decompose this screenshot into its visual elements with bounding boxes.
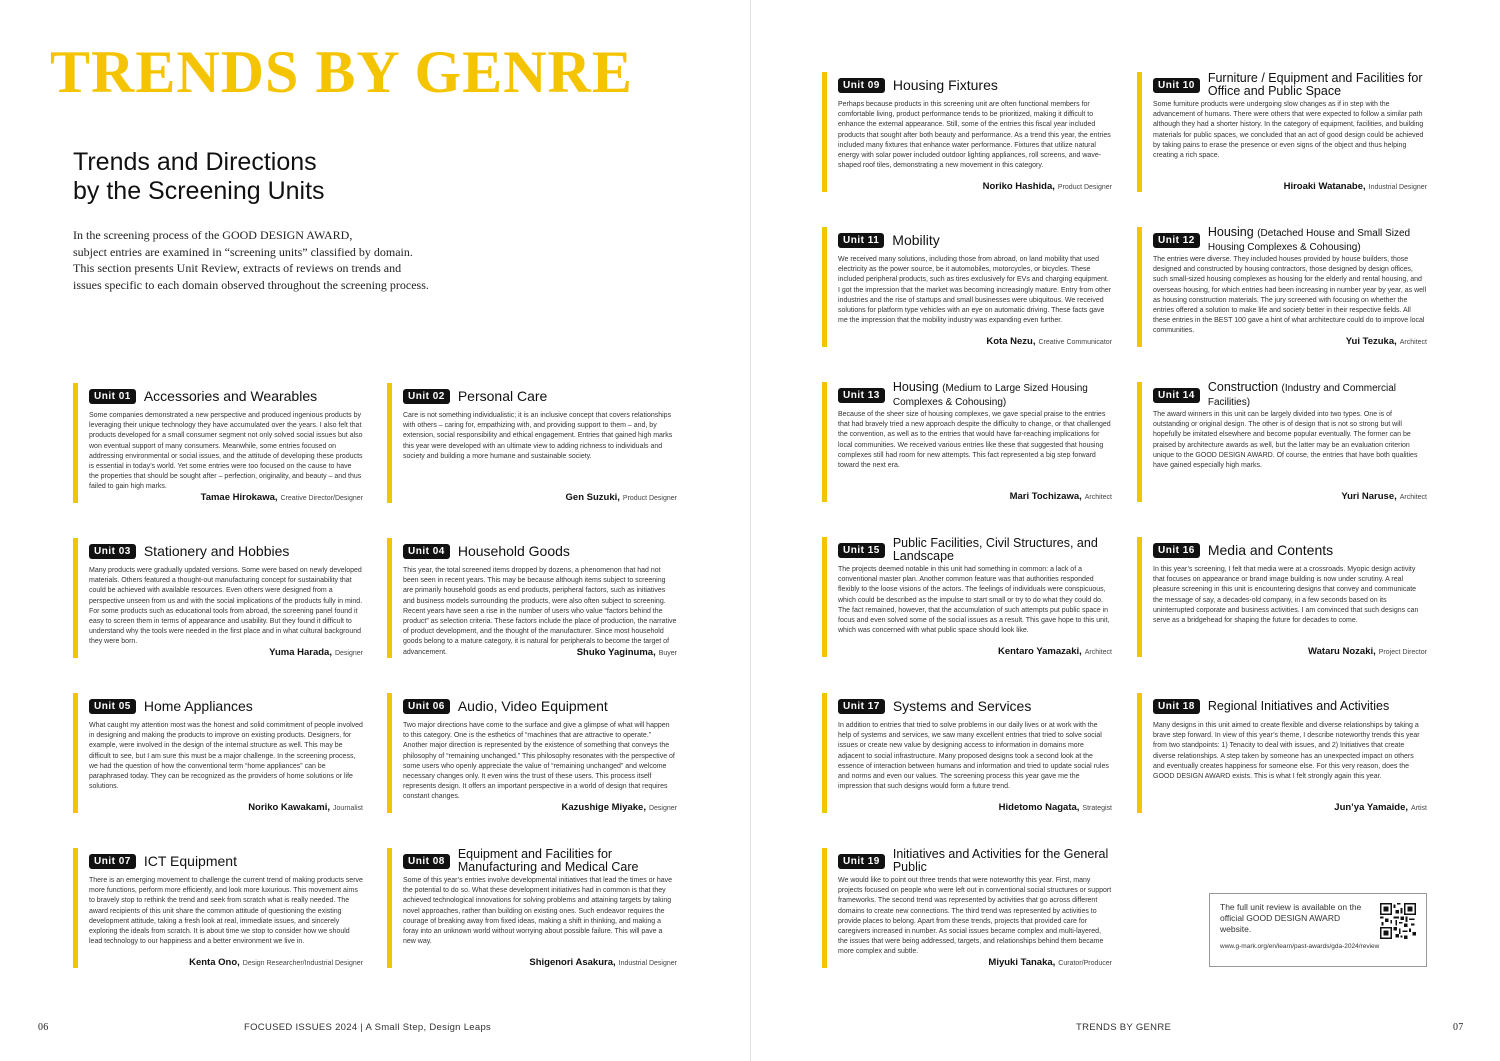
unit-title-text: Regional Initiatives and Activities (1207, 698, 1390, 713)
unit-review-text: What caught my attention most was the honest and solid commitment of people involved in designing and making the products to improve on existing products. Designers, for example, were involved in the design of the internal structure as well. This may be difficult to see, but I am sure this must be a major challenge. In the screening process, we had the question of how the conventional term “home appliances” can be paraphrased today. They can be recognized as the providers of home solutions or life solutions. (89, 722, 363, 791)
unit-title (143, 542, 290, 559)
author-separator: , (274, 492, 278, 503)
unit-badge: Unit 11 (838, 233, 884, 248)
unit-card (822, 693, 1112, 813)
review-box (1209, 893, 1427, 967)
unit-author (1334, 802, 1427, 813)
author-role: Industrial Designer (618, 960, 677, 967)
unit-header (1153, 537, 1427, 563)
unit-title (892, 697, 1032, 714)
unit-author (529, 957, 677, 968)
author-name: Jun’ya Yamaide (1334, 802, 1406, 813)
unit-card (387, 383, 677, 503)
unit-header (1153, 72, 1427, 98)
unit-title-text: Furniture / Equipment and Facilities for Office and Public Space (1207, 71, 1423, 98)
author-separator: , (617, 492, 620, 503)
author-role: Architect (1399, 339, 1427, 346)
unit-badge: Unit 02 (403, 389, 450, 404)
unit-title (893, 537, 1112, 563)
unit-card (822, 382, 1112, 502)
author-role: Artist (1411, 805, 1427, 812)
unit-title-text: Home Appliances (143, 697, 253, 714)
unit-header (403, 538, 677, 564)
unit-review-text: Two major directions have come to the surface and give a glimpse of what will happen to this category. One is the esthetics of “machines that are attractive to operate.” Another major direction is represented by the existence of something that conveys the philosophy of “remaining unchanged.” This philosophy resonates with the perspective of some users who openly appreciate the value of “remaining unchanged” and welcome necessary changes only. It even wins the trust of these users. This process itself represents design. It offers an important perspective in a world of design that requires constant changes. (403, 722, 675, 801)
unit-title-text: Audio, Video Equipment (457, 697, 608, 714)
section-subtitle (73, 148, 325, 206)
author-separator: , (1373, 646, 1376, 657)
author-name: Shigenori Asakura (529, 957, 613, 968)
unit-badge: Unit 06 (403, 699, 450, 714)
unit-badge: Unit 14 (1153, 388, 1200, 403)
author-role: Architect (1084, 494, 1112, 501)
unit-author (998, 646, 1112, 657)
unit-review-text: This year, the total screened items dropped by dozens, a phenomenon that had not been seen in recent years. This may be because although items subject to screening are primarily household goods as end products, peripheral factors, such as initiatives and business models surrounding the products, were also often subject to screening. Recent years have seen a rise in the number of users who value “factors behind the product” as selection criteria. These factors include the place of production, the narrative of product development, and the thought of the manufacturer. Since most household goods belong to a mature category, it is natural for peripherals to become the target of advancement. (403, 567, 677, 656)
unit-title (1208, 700, 1389, 713)
unit-author (983, 181, 1112, 192)
unit-card (1137, 693, 1427, 813)
intro-line: This section presents Unit Review, extracts of reviews on trends and (73, 261, 402, 275)
author-name: Miyuki Tanaka (988, 957, 1053, 968)
review-text: The full unit review is available on the official GOOD DESIGN AWARD website. (1220, 902, 1362, 934)
unit-review-text: Some of this year’s entries involve developmental initiatives that lead the times or have the potential to do so. What these development initiatives had in common is that they achieved technological innovations for solving problems and attaining targets by taking novel approaches, rather than building on existing ones. Such endeavor requires the courage of breaking away from fixed ideas, making a shift in thinking, and making a foray into an unknown world without worrying about possible failure. This will pave a new way. (403, 877, 672, 946)
unit-title-text: Housing Fixtures (892, 76, 998, 93)
unit-accent-bar (822, 693, 827, 813)
unit-review-text: Perhaps because products in this screening unit are often functional members for comfortable living, product performance tends to be prioritized, making it difficult to enhance the external appearance. Still, some of the entries this fiscal year included products that sought after both beauty and performance. As a trend this year, the entries included many fixtures that enhance water performance. Fixtures that utilize natural energy with solar power included outdoor lighting appliances, roll screens, and wave-shaped roof tiles, demonstrating a new movement in this category. (838, 101, 1111, 170)
author-separator: , (1394, 491, 1397, 502)
intro-line: issues specific to each domain observed throughout the screening process. (73, 277, 429, 292)
unit-title (892, 76, 998, 93)
unit-header (89, 848, 363, 874)
unit-title-text: Household Goods (457, 542, 570, 559)
unit-title-text: Mobility (892, 231, 940, 248)
unit-title (457, 697, 608, 714)
unit-review-text: There is an emerging movement to challenge the current trend of making products serve more functions, perform more efficiently, and look more luxurious. This movement aims to bravely stop to rethink the trend and seek from scratch what is really needed. The award recipients of this unit share the common attitude of questioning the existing development attitude, taking a fresh look at real, immediate issues, and sincerely exploring the ideals from scratch. It is about time we stop to consider how we should lead technology to our happiness and a better environment we live in. (89, 877, 363, 946)
author-name: Yuma Harada (269, 647, 330, 658)
unit-title (1208, 72, 1427, 98)
author-separator: , (1052, 181, 1055, 192)
unit-accent-bar (822, 72, 827, 192)
author-name: Yui Tezuka (1345, 336, 1395, 347)
unit-accent-bar (73, 538, 78, 658)
unit-title-sub: (Detached House and Small Sized Housing Complexes & Cohousing) (1207, 228, 1411, 253)
unit-card (822, 227, 1112, 347)
unit-title (143, 852, 237, 869)
unit-badge: Unit 16 (1153, 543, 1200, 558)
unit-title-text: Media and Contents (1207, 541, 1334, 558)
author-separator: , (1405, 802, 1409, 813)
unit-author (1284, 181, 1427, 192)
unit-title (457, 542, 570, 559)
unit-header (403, 693, 677, 719)
unit-badge: Unit 10 (1153, 78, 1200, 93)
author-role: Buyer (658, 650, 677, 657)
unit-card (73, 693, 363, 813)
unit-title (457, 387, 548, 404)
unit-title-text: Housing (1207, 225, 1254, 239)
author-separator: , (1394, 336, 1397, 347)
unit-card (1137, 72, 1427, 192)
unit-accent-bar (822, 382, 827, 502)
unit-author (248, 802, 363, 813)
unit-accent-bar (1137, 537, 1142, 657)
unit-title (892, 231, 940, 248)
subtitle-line: by the Screening Units (73, 177, 325, 205)
unit-review-text: We received many solutions, including those from abroad, on land mobility that used electricity as the power source, be it automobiles, motorcycles, or bicycles. These included peripheral products, such as tires exclusively for EVs and charging equipment. I got the impression that the market was becoming increasingly mature. Entry from other industries and the rise of startups and small businesses were ubiquitous. We received solutions for platform type vehicles with an eye on automatic driving. These facts gave me the impression that the mobility industry was expanding even further. (838, 256, 1112, 325)
unit-accent-bar (387, 383, 392, 503)
footer-text-left: FOCUSED ISSUES 2024 | A Small Step, Design Leaps (244, 1022, 492, 1033)
unit-accent-bar (822, 227, 827, 347)
unit-header (838, 693, 1112, 719)
unit-accent-bar (73, 383, 78, 503)
unit-header (838, 72, 1112, 98)
unit-title-text: Stationery and Hobbies (143, 542, 290, 559)
unit-badge: Unit 19 (838, 854, 885, 869)
author-separator: , (1076, 802, 1080, 813)
unit-badge: Unit 04 (403, 544, 450, 559)
unit-author (577, 647, 677, 658)
unit-title-text: Personal Care (457, 387, 548, 404)
unit-author (562, 802, 678, 813)
author-separator: , (643, 802, 646, 813)
author-separator: , (1032, 336, 1036, 347)
page-number-left: 06 (38, 1022, 49, 1033)
review-url[interactable]: www.g-mark.org/en/learn/past-awards/gda-2024/review (1220, 943, 1380, 950)
unit-accent-bar (387, 848, 392, 968)
unit-review-text: We would like to point out three trends that were noteworthy this year. First, many projects focused on people who were left out in conventional social structures or support frameworks. The second trend was represented by activities that go across different domains to create new connections. The third trend was represented by activities to provide places to belong. Apart from these trends, projects that provided care for caregivers increased in number. As social issues became complex and multi-layered, the issues that were being addressed, targets, and relationships behind them became more complex and subtle. (838, 877, 1112, 956)
author-name: Kota Nezu (986, 336, 1033, 347)
author-name: Gen Suzuki (565, 492, 618, 503)
author-role: Project Director (1378, 649, 1427, 656)
unit-card (1137, 227, 1427, 347)
author-role: Curator/Producer (1058, 960, 1112, 967)
unit-title-text: Construction (1207, 380, 1279, 394)
unit-accent-bar (73, 693, 78, 813)
author-name: Kenta Ono (189, 957, 238, 968)
unit-review-text: Some companies demonstrated a new perspective and produced ingenious products by leveraging their unique technology they have accumulated over the years. I also felt that products developed for a small consumer segment not only solved social issues but also won eventual support of many consumers. Meanwhile, some entries focused on addressing environmental or social issues, and the attitude of developing these products is essential in today’s world. Yet some entries were too focused on the cause to have the properties that should be sought after – perfection, originality, and beauty – and thus failed to gain high marks. (89, 412, 363, 491)
unit-accent-bar (1137, 72, 1142, 192)
author-role: Creative Communicator (1038, 339, 1112, 346)
unit-review-text: Many designs in this unit aimed to create flexible and diverse relationships by taking a brave step forward. In view of this year’s theme, I describe noteworthy trends this year from two standpoints: 1) Tenacity to deal with issues, and 2) Initiatives that create diverse relationships. A step taken by someone has an unexpected impact on others and eventually creates happiness for someone else. For this very reason, does the GOOD DESIGN AWARD exists. This is what I felt strongly again this year. (1153, 722, 1420, 781)
unit-review-text: Care is not something individualistic; it is an inclusive concept that covers relationships with others – caring for, empathizing with, and providing support to them – and, by extension, social responsibility and ethical engagement. Entries that gained high marks this year were developed with an ultimate view to adding richness to individuals and society and building a more humane and sustainable society. (403, 412, 673, 460)
unit-badge: Unit 17 (838, 699, 885, 714)
unit-review-text: The award winners in this unit can be largely divided into two types. One is of outstanding or original design. The other is of design that is not so strong but will hopefully be imitated elsewhere and become popular eventually. The former can be praised by architecture awards as well, but the latter may be an evaluation criterion unique to the GOOD DESIGN AWARD. Of course, the entries that have both qualities have gained especially high marks. (1153, 411, 1418, 470)
unit-card (73, 383, 363, 503)
unit-header (838, 227, 1112, 253)
unit-author (1341, 491, 1427, 502)
author-name: Wataru Nozaki (1308, 646, 1374, 657)
author-separator: , (1079, 646, 1082, 657)
author-role: Architect (1399, 494, 1427, 501)
unit-title (893, 381, 1112, 409)
unit-header (838, 848, 1112, 874)
author-role: Strategist (1082, 805, 1112, 812)
author-separator: , (327, 802, 331, 813)
author-separator: , (329, 647, 332, 658)
unit-accent-bar (1137, 382, 1142, 502)
unit-author (1308, 646, 1427, 657)
unit-title-text: Initiatives and Activities for the General Public (892, 847, 1109, 874)
unit-card (387, 693, 677, 813)
unit-title-text: Public Facilities, Civil Structures, and Landscape (892, 536, 1098, 563)
author-separator: , (1362, 181, 1366, 192)
unit-title (1207, 541, 1334, 558)
unit-badge: Unit 05 (89, 699, 136, 714)
unit-accent-bar (73, 848, 78, 968)
unit-title (1208, 226, 1427, 254)
unit-review-text: Because of the sheer size of housing complexes, we gave special praise to the entries that had bravely tried a new approach despite the difficulty to change, or that challenged the convention, as well as to the entries that would have far-reaching implications for local communities. We received various entries like these that suggested that housing complexes still had room for new attempts. This fact represented a big step forward toward the next era. (838, 411, 1111, 470)
author-name: Noriko Hashida (982, 181, 1053, 192)
author-role: Product Designer (1057, 184, 1112, 191)
unit-review-text: The projects deemed notable in this unit had something in common: a lack of a conventional master plan. Another common feature was that authorities responded flexibly to the loose visions of the actors. The feelings of individuals were conspicuous, which could be described as the impulse to start small or try to do what they could do. The fact remained, however, that the accumulation of such attempts put public space in focus and even solved some of the social issues as a result. This gave hope to this unit, which was concerned with what public space should look like. (838, 566, 1110, 635)
unit-badge: Unit 12 (1153, 233, 1200, 248)
unit-review-text: Many products were gradually updated versions. Some were based on newly developed materials. Others featured a thought-out manufacturing concept for sustainability that could be achieved with available resources. Even others were designed from a perspective unseen from us and with the social implications of the products fully in mind. For some products such as educational tools from abroad, the screening panel found it easy to screen them in terms of appearance and usability. But they found it difficult to understand why the tools were needed in the first place and in what cultural background they were born. (89, 567, 363, 646)
unit-badge: Unit 13 (838, 388, 885, 403)
unit-title (143, 697, 253, 714)
unit-author (1010, 491, 1112, 502)
unit-header (403, 848, 677, 874)
unit-badge: Unit 07 (89, 854, 136, 869)
unit-title-text: Systems and Services (892, 697, 1032, 714)
unit-author (201, 492, 363, 503)
unit-card (73, 848, 363, 968)
subtitle-line: Trends and Directions (73, 148, 317, 176)
author-role: Designer (648, 805, 677, 812)
unit-title (143, 387, 318, 404)
unit-header (89, 693, 363, 719)
unit-badge: Unit 09 (838, 78, 885, 93)
unit-badge: Unit 18 (1153, 699, 1200, 714)
unit-author (189, 957, 363, 968)
unit-title-text: Accessories and Wearables (143, 387, 318, 404)
unit-accent-bar (1137, 227, 1142, 347)
author-name: Noriko Kawakami (248, 802, 328, 813)
intro-line: In the screening process of the GOOD DESIGN AWARD, (73, 228, 353, 242)
author-name: Tamae Hirokawa (200, 492, 275, 503)
intro-text (73, 227, 463, 293)
unit-review-text: In addition to entries that tried to solve problems in our daily lives or at work with the help of systems and services, we saw many excellent entries that tried to solve social issues or create new value by designing access to information in domains more adjacent to social infrastructure. Many proposed designs took a second look at the essence of interaction between humans and information and tried to update social rules and norms and even our values. The screening process this year gave me the impression that such designs would form a future trend. (838, 722, 1109, 791)
unit-title (458, 848, 677, 874)
unit-header (838, 537, 1112, 563)
unit-accent-bar (387, 693, 392, 813)
author-name: Hiroaki Watanabe (1283, 181, 1363, 192)
unit-title (1208, 381, 1427, 409)
unit-accent-bar (822, 848, 827, 968)
unit-accent-bar (387, 538, 392, 658)
author-role: Architect (1084, 649, 1112, 656)
unit-badge: Unit 03 (89, 544, 136, 559)
unit-badge: Unit 15 (838, 543, 885, 558)
unit-accent-bar (1137, 693, 1142, 813)
intro-line: subject entries are examined in “screening units” classified by domain. (73, 244, 413, 259)
author-separator: , (1079, 491, 1082, 502)
unit-header (1153, 382, 1427, 408)
unit-header (1153, 693, 1427, 719)
unit-title-sub: (Medium to Large Sized Housing Complexes & Cohousing) (892, 383, 1088, 408)
unit-header (89, 383, 363, 409)
unit-author (1346, 336, 1427, 347)
unit-card (1137, 537, 1427, 657)
unit-author (269, 647, 363, 658)
author-name: Kentaro Yamazaki (997, 646, 1080, 657)
unit-header (1153, 227, 1427, 253)
unit-title (893, 848, 1112, 874)
footer-section-right: TRENDS BY GENRE (1076, 1022, 1172, 1033)
page-title: TRENDS BY GENRE (50, 39, 633, 105)
unit-header (403, 383, 677, 409)
unit-author (988, 957, 1112, 968)
unit-review-text: The entries were diverse. They included houses provided by house builders, those designed and constructed by housing contractors, those designed by design offices, such small-sized housing complexes as housing for the elderly and rental housing, and overseas housing, for which entries had been increasing in number year by year, as well as housing construction materials. The jury screened with focusing on whether the entries offered a solution to make life and society better in their respective fields. All these entries in the BEST 100 gave a hint of what architecture could do to improve local communities. (1153, 256, 1427, 335)
page-number-right: 07 (1453, 1022, 1464, 1033)
unit-card (822, 848, 1112, 968)
author-separator: , (1052, 957, 1056, 968)
author-role: Industrial Designer (1368, 184, 1427, 191)
qr-code-icon[interactable] (1380, 903, 1416, 939)
unit-card (822, 537, 1112, 657)
author-name: Hidetomo Nagata (998, 802, 1077, 813)
unit-header (89, 538, 363, 564)
unit-badge: Unit 08 (403, 854, 450, 869)
author-role: Product Designer (622, 495, 677, 502)
unit-card (387, 848, 677, 968)
author-role: Design Researcher/Industrial Designer (242, 960, 363, 967)
unit-card (387, 538, 677, 658)
unit-accent-bar (822, 537, 827, 657)
unit-badge: Unit 01 (89, 389, 136, 404)
unit-card (822, 72, 1112, 192)
unit-header (838, 382, 1112, 408)
unit-author (999, 802, 1112, 813)
author-role: Designer (334, 650, 363, 657)
author-name: Shuko Yaginuma (576, 647, 654, 658)
author-role: Creative Director/Designer (280, 495, 363, 502)
unit-review-text: Some furniture products were undergoing slow changes as if in step with the advancement of humans. There were others that were expected to follow a similar path although they had a shorter history. In the category of equipment, facilities, and building materials for public spaces, we concluded that an act of good design could be achieved by taking pains to erase the presence or even signs of the object and thus helping creating a rich space. (1153, 101, 1424, 160)
author-separator: , (237, 957, 240, 968)
author-name: Kazushige Miyake (561, 802, 644, 813)
unit-title-sub: (Industry and Commercial Facilities) (1207, 383, 1396, 408)
unit-title-text: Equipment and Facilities for Manufacturing and Medical Care (457, 847, 639, 874)
unit-title-text: ICT Equipment (143, 852, 237, 869)
unit-author (566, 492, 677, 503)
author-separator: , (653, 647, 656, 658)
unit-card (1137, 382, 1427, 502)
unit-title-text: Housing (892, 380, 939, 394)
unit-card (73, 538, 363, 658)
author-role: Journalist (333, 805, 363, 812)
author-name: Yuri Naruse (1341, 491, 1395, 502)
author-separator: , (612, 957, 616, 968)
unit-author (986, 336, 1112, 347)
author-name: Mari Tochizawa (1009, 491, 1080, 502)
unit-review-text: In this year’s screening, I felt that media were at a crossroads. Myopic design activity that focuses on appearance or brand image building is now under scrutiny. A real pleasure screening in this unit is encountering designs that convey and communicate the message of say, a decades-old company, in a few seconds based on its uninterrupted corporate and business activities. I am convinced that such designs can serve as a bridgehead for shaping the future for decades to come. (1153, 566, 1419, 625)
